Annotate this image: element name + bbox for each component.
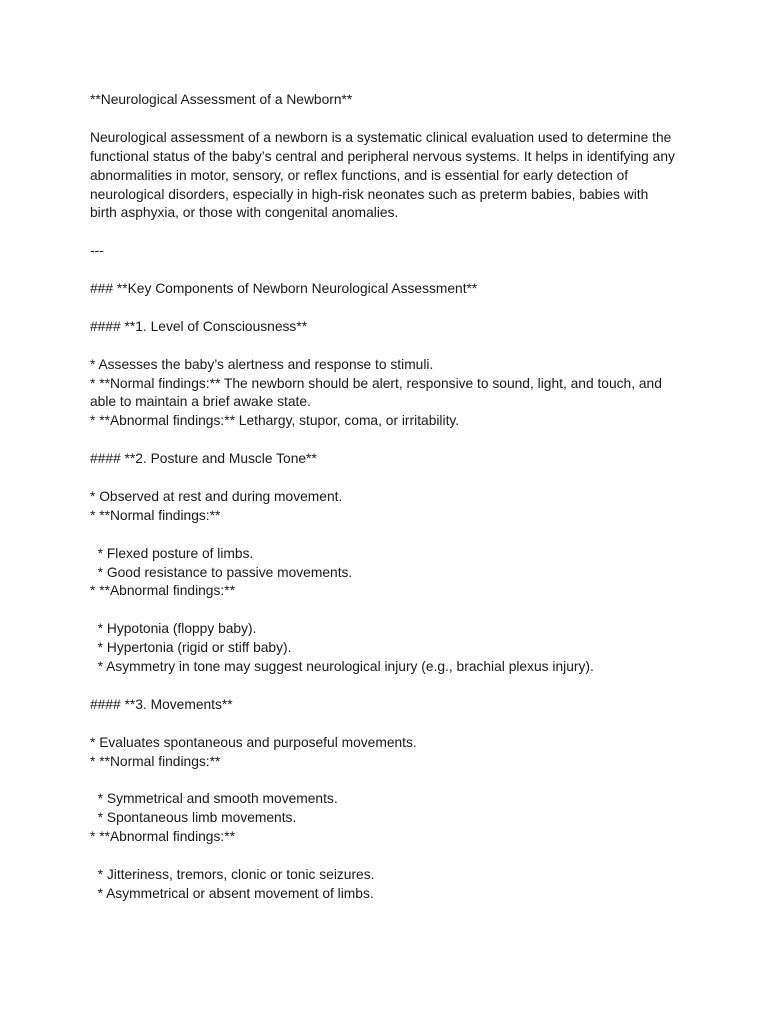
nested-list-item: * Spontaneous limb movements. [90, 810, 297, 826]
blank-line [90, 677, 690, 696]
blank-line [90, 715, 690, 734]
nested-list-item: * Symmetrical and smooth movements. [90, 791, 338, 807]
nested-list-item: * Good resistance to passive movements. [90, 564, 353, 580]
blank-line [90, 110, 690, 129]
list-item: * Evaluates spontaneous and purposeful movements. [90, 734, 417, 750]
intro-paragraph-line: functional status of the baby’s central and peripheral nervous systems. It helps in identifying any [90, 148, 675, 164]
blank-line [90, 431, 690, 450]
nested-list-item: * Hypertonia (rigid or stiff baby). [90, 640, 292, 656]
list-item: * **Normal findings:** The newborn should be alert, responsive to sound, light, and touch, and [90, 375, 662, 391]
nested-list-item: * Flexed posture of limbs. [90, 545, 254, 561]
blank-line [90, 526, 690, 545]
list-item: * **Normal findings:** [90, 507, 221, 523]
horizontal-rule-marker: --- [90, 243, 104, 259]
list-item: * **Abnormal findings:** [90, 829, 235, 845]
subsection-heading: #### **1. Level of Consciousness** [90, 318, 308, 334]
blank-line [90, 847, 690, 866]
nested-list-item: * Asymmetry in tone may suggest neurological injury (e.g., brachial plexus injury). [90, 659, 594, 675]
list-item: * **Abnormal findings:** Lethargy, stupor, coma, or irritability. [90, 413, 460, 429]
blank-line [90, 469, 690, 488]
intro-paragraph-line: neurological disorders, especially in high-risk neonates such as preterm babies, babies with [90, 186, 649, 202]
nested-list-item: * Asymmetrical or absent movement of limbs. [90, 885, 374, 901]
intro-paragraph-line: abnormalities in motor, sensory, or reflex functions, and is essential for early detection of [90, 167, 629, 183]
blank-line [90, 223, 690, 242]
intro-paragraph-line: Neurological assessment of a newborn is a systematic clinical evaluation used to determine the [90, 129, 672, 145]
blank-line [90, 771, 690, 790]
blank-line [90, 337, 690, 356]
nested-list-item: * Hypotonia (floppy baby). [90, 621, 257, 637]
list-item: * **Abnormal findings:** [90, 583, 235, 599]
list-item: * Observed at rest and during movement. [90, 488, 343, 504]
subsection-heading: #### **2. Posture and Muscle Tone** [90, 451, 317, 467]
blank-line [90, 261, 690, 280]
list-item-continuation: able to maintain a brief awake state. [90, 394, 311, 410]
document-title: **Neurological Assessment of a Newborn** [90, 92, 353, 107]
nested-list-item: * Jitteriness, tremors, clonic or tonic seizures. [90, 866, 375, 882]
list-item: * **Normal findings:** [90, 753, 221, 769]
subsection-heading: #### **3. Movements** [90, 696, 233, 712]
section-heading: ### **Key Components of Newborn Neurological Assessment** [90, 281, 478, 297]
list-item: * Assesses the baby’s alertness and response to stimuli. [90, 356, 434, 372]
intro-paragraph-line: birth asphyxia, or those with congenital anomalies. [90, 205, 399, 221]
document-page [90, 91, 690, 904]
blank-line [90, 601, 690, 620]
blank-line [90, 299, 690, 318]
